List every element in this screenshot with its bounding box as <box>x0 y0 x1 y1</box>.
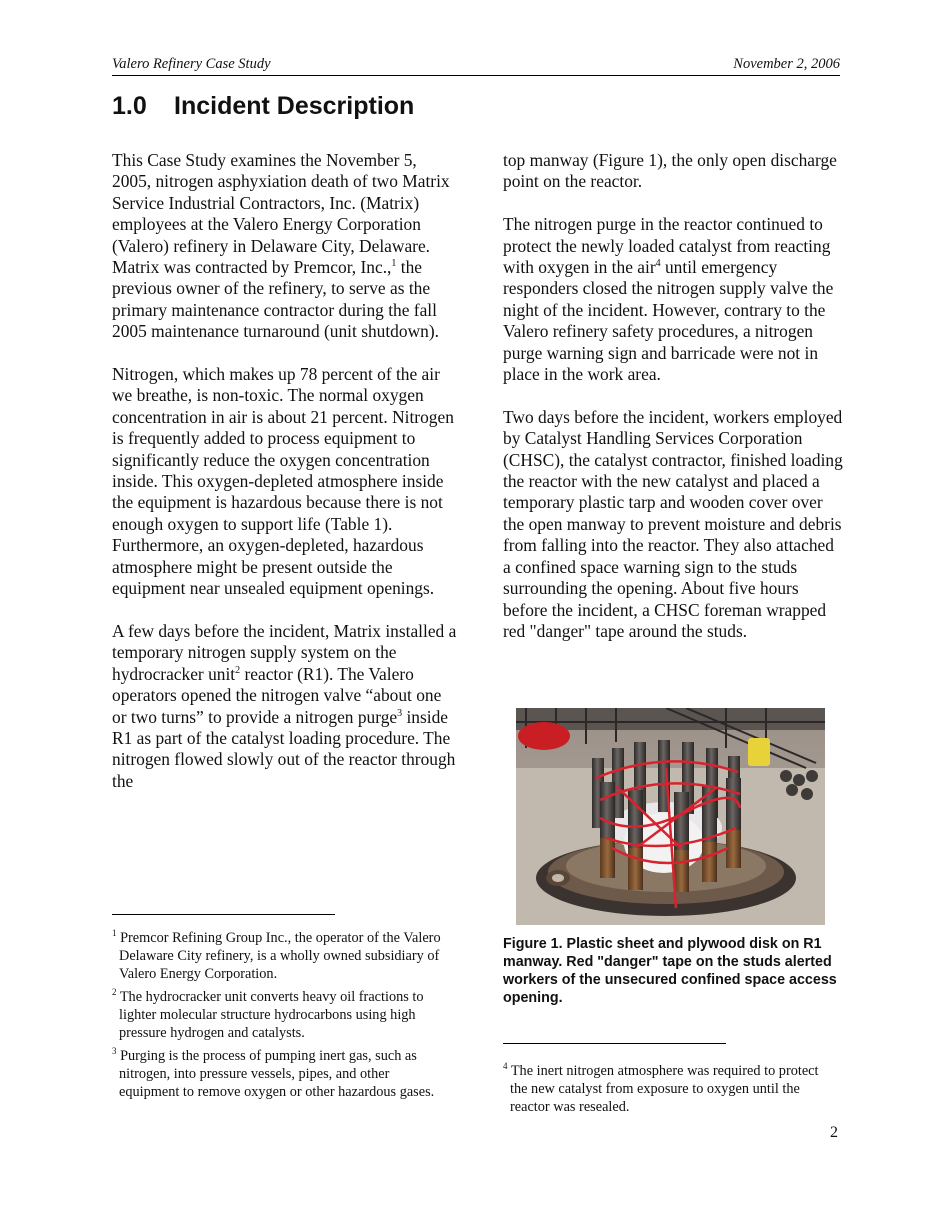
footnote-number: 4 <box>503 1061 508 1072</box>
section-heading <box>112 92 414 121</box>
footnote-number: 2 <box>112 987 117 998</box>
footnote-number: 3 <box>112 1046 117 1057</box>
paragraph <box>112 621 457 792</box>
figure-1-caption: Figure 1. Plastic sheet and plywood disk on R1 manway. Red "danger" tape on the studs alerted workers of the unsecured confined space access opening. <box>503 936 837 1006</box>
footnote-ref: 3 <box>397 707 403 719</box>
running-header <box>112 56 840 74</box>
page-number: 2 <box>830 1124 838 1141</box>
manway-photo-illustration <box>516 708 825 925</box>
right-text-column <box>503 150 843 664</box>
paragraph <box>112 150 457 343</box>
footnote-3 <box>112 1047 452 1101</box>
header-document-title: Valero Refinery Case Study <box>112 56 271 72</box>
footnote-separator <box>112 914 335 915</box>
footnote-text: Premcor Refining Group Inc., the operator of the Valero Delaware City refinery, is a wholly owned subsidiary of Valero Energy Corporation. <box>116 930 441 982</box>
footnote-1 <box>112 929 452 983</box>
paragraph: Nitrogen, which makes up 78 percent of the air we breathe, is non-toxic. The normal oxygen concentration in air is about 21 percent. Nitrogen is frequently added to process equipment to significantly reduce the oxygen concentration inside. This oxygen-depleted atmosphere inside the equipment is hazardous because there is not enough oxygen to support life (Table 1). Furthermore, an oxygen-depleted, hazardous atmosphere might be present outside the equipment near unsealed equipment openings. <box>112 364 454 599</box>
paragraph-text: This Case Study examines the November 5, 2005, nitrogen asphyxiation death of two Matrix Service Industrial Contractors, Inc. (Matrix) employees at the Valero Energy Corporation (Valero) refinery in Delaware City, Delaware. Matrix was contracted by Premcor, Inc., <box>112 150 450 278</box>
paragraph-text: the previous owner of the refinery, to serve as the primary maintenance contractor during the fall 2005 maintenance turnaround (unit shutdown). <box>112 257 439 342</box>
footnote-2 <box>112 988 452 1042</box>
paragraph: Two days before the incident, workers employed by Catalyst Handling Services Corporation (CHSC), the catalyst contractor, finished loading the reactor with the new catalyst and placed a temporary plastic tarp and wooden cover over the open manway to prevent moisture and debris from falling into the reactor. They also attached a confined space warning sign to the studs surrounding the opening. About five hours before the incident, a CHSC foreman wrapped red "danger" tape around the studs. <box>503 406 843 641</box>
footnotes-left <box>112 929 452 1106</box>
header-rule <box>112 75 840 76</box>
section-title: Incident Description <box>174 92 415 120</box>
footnote-number: 1 <box>112 928 117 939</box>
footnote-text: The inert nitrogen atmosphere was required to protect the new catalyst from exposure to oxygen until the reactor was resealed. <box>507 1063 819 1115</box>
figure-1-photo <box>516 708 825 925</box>
footnote-ref: 2 <box>235 664 241 676</box>
paragraph: top manway (Figure 1), the only open discharge point on the reactor. <box>503 150 837 192</box>
paragraph-text: until emergency responders closed the nitrogen supply valve the night of the incident. However, contrary to the Valero refinery safety procedures, a nitrogen purge warning sign and barricade were not in place in the work area. <box>503 257 834 385</box>
section-number: 1.0 <box>112 92 147 120</box>
paragraph-text: A few days before the incident, Matrix installed a temporary nitrogen supply system on the hydrocracker unit <box>112 620 457 684</box>
footnotes-right <box>503 1062 833 1121</box>
footnote-text: The hydrocracker unit converts heavy oil fractions to lighter molecular structure hydrocarbons using high pressure hydrogen and catalysts. <box>116 989 424 1041</box>
footnote-4 <box>503 1062 833 1116</box>
footnote-ref: 1 <box>391 258 397 270</box>
footnote-separator <box>503 1043 726 1044</box>
paragraph-text: The nitrogen purge in the reactor continued to protect the newly loaded catalyst from reacting with oxygen in the air <box>503 214 831 278</box>
paragraph <box>503 214 843 385</box>
footnote-text: Purging is the process of pumping inert gas, such as nitrogen, into pressure vessels, pipes, and other equipment to remove oxygen or other hazardous gases. <box>116 1048 435 1100</box>
paragraph-text: inside R1 as part of the catalyst loading procedure. The nitrogen flowed slowly out of the reactor through the <box>112 706 456 791</box>
header-date: November 2, 2006 <box>733 56 840 72</box>
left-text-column <box>112 150 457 814</box>
paragraph-text: reactor (R1). The Valero operators opened the nitrogen valve “about one or two turns” to provide a nitrogen purge <box>112 663 442 727</box>
footnote-ref: 4 <box>655 258 661 270</box>
